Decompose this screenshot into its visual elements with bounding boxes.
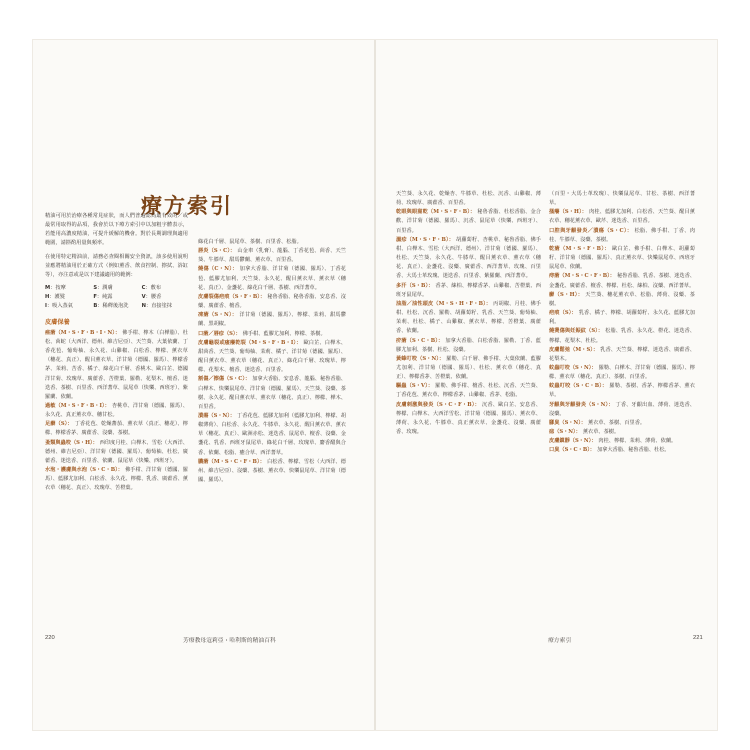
remedy-oils: 山金車（乳膏）、龍腦、丁香花苞、茴香、天竺葵、牛膝草、甜馬鬱蘭、薰衣草、百里香。 <box>198 248 346 264</box>
remedy-oils: 歐白芷、白樺木、甜茴香、天竺葵、葡萄柚、茉莉、橘子、洋甘菊（德國、羅馬）、醒目薰衣草、薰衣草（穗花、真正）、綠花白千層、玫瑰草、檸檬、花梨木、檀香、迷迭香、百里香。 <box>198 339 346 374</box>
remedy-entry <box>549 272 695 290</box>
legend-item: F：純露 <box>93 294 113 301</box>
remedy-heading: 唇炎（S・C）： <box>198 248 236 255</box>
remedy-oils: 香茅、絲柏、檸檬香茅、山雞椒、苦橙葉、西班牙鼠尾草。 <box>396 282 541 298</box>
remedy-oils: 加拿大香脂、秘魯香脂、杜松。 <box>596 447 670 454</box>
remedy-entry <box>45 420 188 438</box>
remedy-oils: 羅勒、白千層、佛手柑、大葉依蘭、藍膠尤加利、洋甘菊（德國、羅馬）、杜松、薰衣草（穗花、真正）、檸檬香茅、苦橙葉、依蘭。 <box>396 355 541 381</box>
remedy-oils: 薰衣草、茶樹、百里香。 <box>588 419 646 426</box>
remedy-oils: 薰衣草、茶樹。 <box>582 429 620 436</box>
remedy-heading: 蚤類與蟲咬（S・H）： <box>45 439 98 446</box>
remedy-oils: 肉桂、藍膠尤加利、白松香、天竺葵、醒目薰衣草、穗花薰衣草、歐芹、迷迭香、百里香。 <box>549 209 695 225</box>
remedy-entry <box>198 238 346 247</box>
remedy-heading: 凍瘡（S・N）： <box>198 312 238 319</box>
remedy-heading: 口腔與牙齦發炎／潰瘍（S・C）： <box>549 227 633 234</box>
remedy-heading: 驅蟲（S・V）： <box>396 383 434 390</box>
remedy-oils: 丁香花苞、藍膠尤加利（藍膠尤加利、檸檬、胡椒薄荷）、白松香、永久花、牛膝草、永久花、醒目薰衣草、薰衣草（穗花、真正）、歐洲赤松、迷迭香、鼠尾草、檀香、沒藥、金盞花、乳香、西班牙鼠尾草、綠花白千層、玫瑰草、麝香醋與合香、依蘭、松脂、癒合草、西洋蓍草。 <box>198 412 346 456</box>
remedy-entry <box>549 346 695 364</box>
remedy-entry <box>549 382 695 400</box>
remedy-entry <box>198 247 346 265</box>
remedy-oils: 杏桃草、洋甘菊（德國、羅馬）、永久花、真正薰衣草、穗甘松。 <box>45 402 188 419</box>
remedy-oils: 秘魯香脂、杜松香脂、金合歡、洋甘菊（德國、羅馬）、沉香、鼠尾草（快樂、西班牙）、百里香。 <box>396 209 541 234</box>
remedy-heading: 潰瘍（S・N）： <box>198 412 236 419</box>
remedy-heading: 痣（S・N）： <box>549 429 581 436</box>
remedy-entry <box>45 402 188 420</box>
remedy-oils: 秘魯香脂、秘魯香脂、安息香、沒藥、廣藿香、檀香。 <box>198 293 346 310</box>
remedy-oils: 丙胡椒、月桂、佛手柑、杜松、沉香、羅勒、胡蘿蔔籽、乳香、天竺葵、葡萄柚、茉莉、杜松、橘子、山雞椒、薰衣草、檸檬、苦橙葉、廣藿香、依蘭。 <box>396 300 541 335</box>
remedy-heading: 蚊蟲叮咬（S・N）： <box>549 364 597 371</box>
remedy-oils: 天竺葵、穗花薰衣草、松脂、薄荷、沒藥、茶樹。 <box>549 291 695 307</box>
remedy-oils: 佛手柑、檸木（白樺脂）、杜松、茴蛇（大西洋、德州、維吉尼亞）、天竺葵、大葉依蘭、丁香花苞、葡萄柚、永久花、山雞椒、白松香、檸檬、薰衣草（穗花、真正）、醒目薰衣草、洋甘菊（德國、羅馬）、檸檬香茅、茉莉、苦香、橘子、綠花白千層、香桃木、歐白芷、德國洋甘菊、玫瑰草、廣藿香、苦橙葉、羅勒、花梨木、檀香、迷迭香、茶樹、百里香、西洋蓍草、鼠尾草（快樂、西班牙）、紫羅蘭、依蘭。 <box>45 329 188 400</box>
remedy-oils: 乳香、天竺葵、檸檬、迷迭香、廣藿香、花梨木。 <box>549 346 695 362</box>
page-number: 220 <box>45 635 55 641</box>
remedy-entry <box>198 311 346 329</box>
book-title: 芳療教母寇莉亞・哈利斯的精油百科 <box>183 638 276 644</box>
remedy-entry <box>396 300 541 337</box>
remedy-entry <box>198 339 346 376</box>
remedy-oils: 乳香、橘子、檸檬、胡蘿蔔籽、永久花、藍膠尤加利。 <box>549 310 695 326</box>
remedy-entry <box>396 401 541 438</box>
entry-list <box>549 190 695 456</box>
remedy-oils: 松脂、乳香、永久花、橙花、迷迭香、檸檬、花梨木、杜松。 <box>549 328 695 344</box>
remedy-oils: 洋甘菊（德國、羅馬）、檸檬、茉莉、甜馬鬱蘭、黑胡椒。 <box>198 312 346 328</box>
intro <box>45 212 188 280</box>
remedy-entry <box>396 382 541 400</box>
remedy-entry <box>396 190 541 208</box>
remedy-heading: 疤痕（S）： <box>549 310 577 317</box>
remedy-heading: 皮膚龜裂或瘙癢乾裂（M・S・F・B・I）： <box>198 339 302 346</box>
remedy-entry <box>396 208 541 235</box>
remedy-oils: 白松香、檸檬、雪松（大西洋、德州、維吉尼亞）、沒藥、茶樹、薰衣草、快樂鼠尾草、洋甘菊（德國、羅馬）。 <box>198 458 346 484</box>
remedy-oils: 胡蘿蔔籽、杏桃草、秘魯香脂、佛手柑、白樺木、雪松（大西洋、德州）、洋甘菊（德國、羅馬）、杜松、天竺葵、永久花、牛膝草、醒目薰衣草、薰衣草（穗花、真正）、金盞花、沒藥、廣藿香、西洋蓍草、玫瑰、百里香、大馬士革玫瑰、迷迭香、百里香、紫羅蘭、西洋蓍草。 <box>396 236 541 280</box>
remedy-heading: 牙齦與牙齦發炎（S・N）： <box>549 401 614 408</box>
remedy-oils: 丁香花苞、乾燥蕃茄、薰衣草（真正、穗花）、檸檬、檸檬香茅、廣藿香、沒藥、茶樹。 <box>45 421 188 437</box>
section-heading: 皮膚保養 <box>45 318 70 326</box>
remedy-heading: 痔瘡（M・S・C・F・B）： <box>549 273 615 280</box>
page-number: 221 <box>693 635 703 641</box>
remedy-entry <box>549 291 695 309</box>
remedy-entry <box>549 428 695 437</box>
legend-item: C：敷布 <box>141 285 162 292</box>
intro-paragraph: 精油可用於治療各種常見症狀，而人們普遍認為最有效的／或最常用取得的品項，我會於以下療方索引中以加粗字體表示，若能用高濃度精油，可提升緩解的機會。對於長期調理與適用範圍，請斟酌用量與頻率。 <box>45 213 188 247</box>
remedy-entry <box>45 439 188 466</box>
remedy-heading: 皮膚刺激與發炎（S・C・F・B）： <box>396 401 481 408</box>
remedy-entry <box>549 309 695 327</box>
remedy-heading: 腳臭（S・N）： <box>549 419 587 426</box>
remedy-heading: 疥瘡（S・C・B）： <box>396 337 444 344</box>
entry-list <box>198 238 346 485</box>
right-column-2 <box>549 190 695 602</box>
remedy-entry <box>549 327 695 345</box>
remedy-heading: 搔癢（S・H）： <box>549 209 588 216</box>
legend-item: V：腰香 <box>141 294 162 301</box>
remedy-oils: 加拿大香脂、安息香、龍腦、秘魯香脂、白樺木、快樂鼠尾草、洋甘菊（德國、羅馬）、天竺葵、沒藥、茶樹、永久花、醒目薰衣草、薰衣草（穗花、真正）、檸檬、樺木、百里香。 <box>198 376 346 410</box>
remedy-entry <box>198 375 346 412</box>
legend-item: S：潤膚 <box>93 285 113 292</box>
remedy-heading: 黃蜂叮咬（S・N）： <box>396 355 445 362</box>
legend-item: M：按摩 <box>45 285 66 292</box>
remedy-entry <box>549 364 695 382</box>
remedy-oils: 肉桂、檸檬、茉莉、薄荷、依蘭。 <box>598 438 677 445</box>
remedy-heading: 口臭（S・C・B）： <box>549 447 595 454</box>
remedy-heading: 膿瘡（M・S・C・F・B）： <box>198 458 265 465</box>
remedy-oils: 羅勒、白樺木、洋甘菊（德國、羅馬）、檸檬、薰衣草（穗花、真正）、茶樹、百里香。 <box>549 364 695 381</box>
remedy-entry <box>198 412 346 458</box>
legend-item: I：吸入蒸氣 <box>45 303 73 310</box>
remedy-entry <box>549 419 695 428</box>
remedy-oils: 天竺葵、永久花、乾燥杏、牛膝草、杜松、沉香、山雞椒、薄荷、玫瑰草、廣藿香、百里香。 <box>396 191 541 207</box>
remedy-entry <box>396 337 541 355</box>
remedy-heading: 皮膚裂傷疤痕（S・F・B）： <box>198 293 266 300</box>
remedy-entry <box>549 245 695 272</box>
left-column-2 <box>198 238 346 608</box>
remedy-entry <box>198 330 346 339</box>
entry-list <box>396 190 541 437</box>
remedy-entry <box>549 446 695 455</box>
remedy-oils: （百里・大馬士革玫瑰）、快樂鼠尾草、甘松、茶樹、西洋蓍草。 <box>549 191 695 207</box>
remedy-oils: 歐白芷、佛手柑、白樺木、胡蘿蔔籽、洋甘菊（德國、羅馬）、真正薰衣草、快樂鼠尾草、西班牙鼠尾草、依蘭。 <box>549 245 695 271</box>
remedy-oils: 佛手柑、藍膠尤加利、檸檬、茶樹。 <box>242 330 326 337</box>
remedy-heading: 痤瘡（M・S・F・B・I・N）： <box>45 329 121 336</box>
remedy-entry <box>198 265 346 292</box>
remedy-entry <box>549 437 695 446</box>
remedy-entry <box>45 466 188 493</box>
remedy-oils: 佛手柑、洋甘菊（德國、羅馬）、藍膠尤加利、白松香、永久花、檸檬、乳香、廣藿香、薰衣草（穗花、真正）、玫瑰草、苦橙葉。 <box>45 467 188 492</box>
remedy-heading: 乾眼與眼窩乾（M・S・F・B）： <box>396 209 476 216</box>
remedy-entry <box>396 355 541 382</box>
left-column-1 <box>45 212 188 632</box>
legend-item: N：直接塗抹 <box>141 303 172 310</box>
remedy-entry <box>198 458 346 485</box>
remedy-heading: 皮膚鎮靜（S・N）： <box>549 438 597 445</box>
right-column-1 <box>396 190 541 610</box>
remedy-oils: 沉香、歐白芷、安息香、檸檬、白樺木、大西洋雪松、洋甘菊（德國、羅馬）、薰衣草、薄荷、永久花、牛膝草、真正薰衣草、金盞花、沒藥、廣藿香、玫瑰。 <box>396 401 541 436</box>
remedy-heading: 乾瘡（M・S・F・B）： <box>549 245 610 252</box>
remedy-heading: 燒傷（C・N）： <box>198 266 238 273</box>
remedy-entry <box>549 208 695 226</box>
remedy-heading: 癬（S・H）： <box>549 291 584 298</box>
remedy-oils: 羅勒、茶樹、香茅、檸檬香茅、薰衣草。 <box>549 383 695 399</box>
remedy-heading: 水泡・護膚與水泡（S・C・B）： <box>45 467 124 474</box>
remedy-oils: 丁香、牙齦出血、薄荷、迷迭香、沒藥。 <box>549 401 695 417</box>
left-page <box>33 40 375 730</box>
remedy-oils: 加拿大香脂、白松香脂、羅勒、丁香、藍膠尤加利、茶樹、杜松、沒藥。 <box>396 337 541 353</box>
remedy-entry <box>45 329 188 402</box>
remedy-oils: 加拿大香脂、洋甘菊（德國、羅馬）、丁香花苞、藍膠尤加利、天竺葵、永久花、醒目薰衣草、薰衣草（穗花、真正）、金盞花、綠花白千層、茶樹、西洋蓍草。 <box>198 266 346 291</box>
remedy-heading: 濕疹（M・S・F・B）： <box>396 236 455 243</box>
remedy-heading: 割傷／擦傷（S・C）： <box>198 376 251 383</box>
remedy-entry <box>549 227 695 245</box>
method-legend <box>45 284 188 311</box>
section-footer: 療方索引 <box>548 638 572 644</box>
remedy-oils: 羅勒、佛手柑、檀香、杜松、沉香、天竺葵、丁香花苞、薰衣草、檸檬香茅、山雞椒、香茅、松脂。 <box>396 383 541 399</box>
remedy-oils: 松脂、佛手柑、丁香、肉桂、牛膝草、沒藥、茶樹。 <box>549 227 695 243</box>
intro-paragraph: 在使用特定精油前，請務必查閱相關安全資訊，該多使用說明並應將精油用於正確方式（例如薰香、飲食控制、擦拭、浴缸等），亦注意或是以下建議適用的範例： <box>45 253 188 278</box>
page-title: 療方索引 <box>141 193 233 218</box>
entry-list <box>45 329 188 494</box>
remedy-oils: 秘魯香脂、乳香、茶樹、迷迭香、金盞花、廣藿香、檀香、檸檬、杜松、絲柏、沒藥、西洋蓍草。 <box>549 273 695 289</box>
right-page <box>376 40 717 730</box>
remedy-oils: 西印度月桂、白樺木、雪松（大西洋、德州、維吉尼亞）、洋甘菊（德國、羅馬）、葡萄柚、杜松、廣藿香、迷迭香、百里香、依蘭、鼠尾草（快樂、西班牙）。 <box>45 439 188 464</box>
remedy-entry <box>396 236 541 282</box>
remedy-heading: 口瘡／唇疹（S）： <box>198 330 241 337</box>
remedy-heading: 皮膚鬆弛（M・S）： <box>549 346 599 353</box>
remedy-oils: 綠花白千層、鼠尾草、茶樹、百里香、松脂。 <box>198 239 302 245</box>
remedy-heading: 燒燙傷與妊娠紋（S）： <box>549 328 604 335</box>
remedy-heading: 油脂／油性頭皮（M・S・H・F・B）： <box>396 300 492 307</box>
legend-item: H：護髮 <box>45 294 65 301</box>
remedy-heading: 多汗（S・B）： <box>396 282 434 289</box>
remedy-entry <box>549 401 695 419</box>
legend-item: B：稀釋後泡洗 <box>93 303 129 310</box>
remedy-heading: 過敏（M・S・F・B・I）： <box>45 402 110 409</box>
remedy-entry <box>549 190 695 208</box>
remedy-heading: 蚊蟲叮咬（S・C・B）： <box>549 383 608 390</box>
remedy-entry <box>396 282 541 300</box>
remedy-heading: 足癬（S）： <box>45 421 73 428</box>
remedy-entry <box>198 293 346 311</box>
